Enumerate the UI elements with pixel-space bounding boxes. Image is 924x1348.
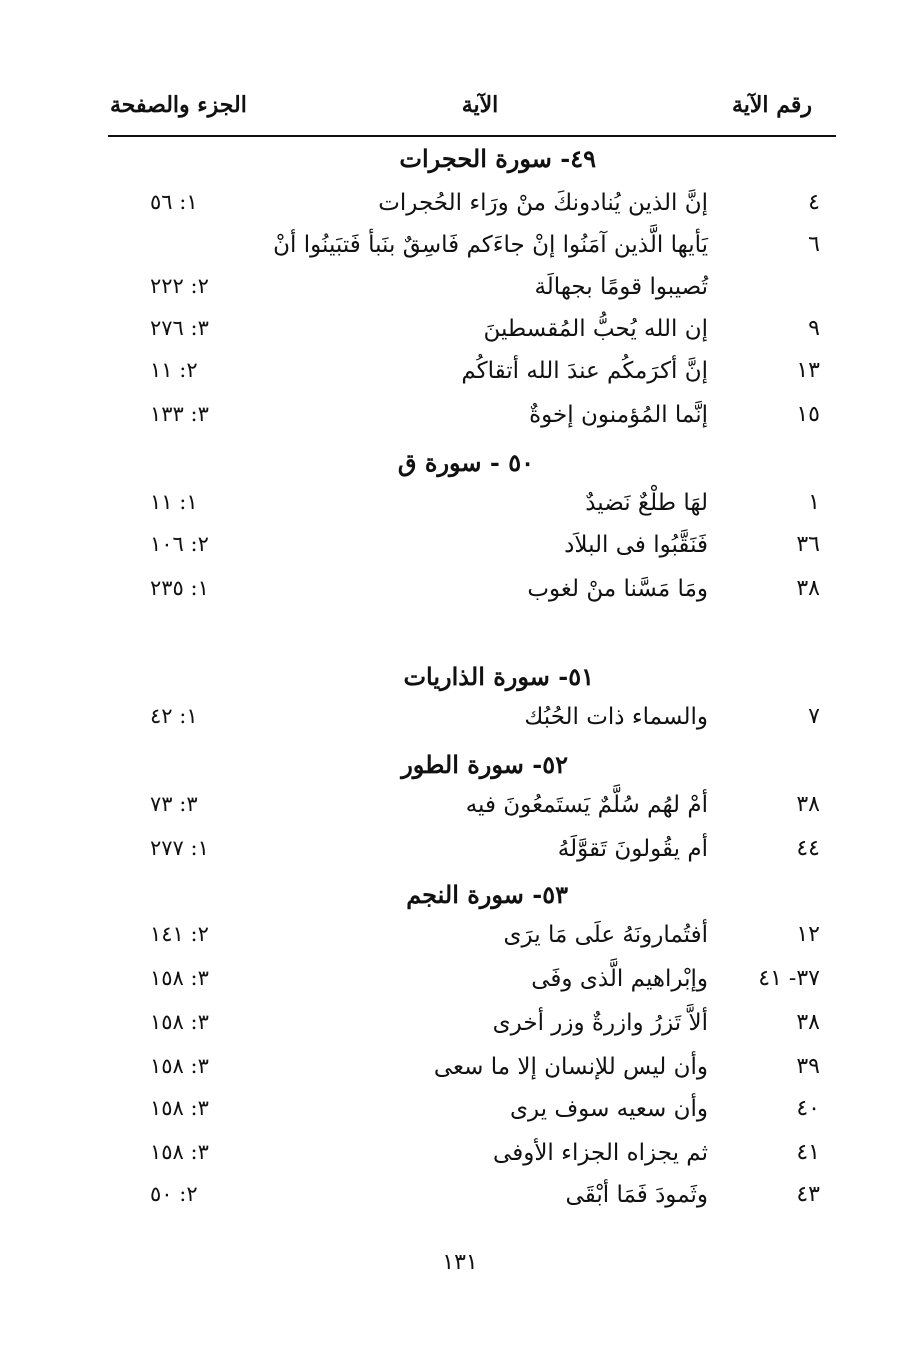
aya-text: وأن ليس للإنسان إلا ما سعى [433, 1054, 708, 1080]
aya-text: فَنَقَّبُوا فى البلاَد [564, 532, 708, 558]
aya-text: وأن سعيه سوف يرى [509, 1096, 708, 1122]
table-row [0, 1182, 924, 1222]
aya-text: إن الله يُحبُّ المُقسطينَ [483, 316, 708, 342]
aya-number: ٣٨ [796, 576, 820, 601]
table-row [0, 1010, 924, 1050]
aya-text: لهَا طلْعٌ نَضيدٌ [585, 490, 708, 516]
aya-text: ألاَّ تَزرُ وازرةٌ وزر أخرى [492, 1010, 708, 1036]
table-row [0, 490, 924, 530]
table-row [0, 358, 924, 398]
column-header-aya-number: رقم الآية [731, 92, 812, 118]
aya-text: إنَّ أكرَمكُم عندَ الله أتقاكُم [461, 358, 708, 384]
juz-page-ref: ٣: ١٥٨ [150, 1140, 209, 1164]
table-row [0, 922, 924, 962]
juz-page-ref: ٢: ١٤١ [150, 922, 209, 946]
aya-text: إنَّما المُؤمنون إخوةٌ [529, 402, 708, 428]
aya-number: ٤٠ [796, 1096, 820, 1121]
juz-page-ref: ٢: ١١ [150, 358, 198, 382]
table-row [0, 1054, 924, 1094]
table-row [0, 704, 924, 744]
aya-number: ٤٤ [796, 836, 820, 861]
table-row [0, 316, 924, 356]
juz-page-ref: ١: ٤٢ [150, 704, 198, 728]
aya-number: ٣٧- ٤١ [758, 966, 820, 991]
juz-page-ref: ٢: ٥٠ [150, 1182, 198, 1206]
aya-text: أفتُمارونَهُ علَى مَا يرَى [503, 922, 708, 948]
aya-number: ١ [808, 490, 820, 515]
aya-number: ٣٩ [796, 1054, 820, 1079]
aya-text: وإبْراهيم الَّذى وفَى [531, 966, 708, 992]
juz-page-ref: ٣: ١٥٨ [150, 1096, 209, 1120]
surah-title: ٥١- سورة الذاريات [403, 662, 594, 691]
aya-text: إنَّ الذين يُنادونكَ منْ ورَاء الحُجرات [378, 190, 708, 216]
aya-text: وثَمودَ فَمَا أبْقَى [565, 1182, 708, 1208]
surah-title: ٥٣- سورة النجم [406, 880, 568, 909]
aya-number: ١٥ [796, 402, 820, 427]
aya-number: ٤ [808, 190, 820, 215]
aya-number: ٣٨ [796, 1010, 820, 1035]
surah-title: ٥٠ - سورة ق [397, 448, 534, 477]
juz-page-ref: ٣: ١٥٨ [150, 1054, 209, 1078]
surah-title: ٥٢- سورة الطور [401, 750, 568, 779]
aya-number: ١٢ [796, 922, 820, 947]
aya-number: ٣٦ [796, 532, 820, 557]
juz-page-ref: ٢: ١٠٦ [150, 532, 209, 556]
table-row [0, 1140, 924, 1180]
table-row [0, 836, 924, 876]
juz-page-ref: ٣: ٢٧٦ [150, 316, 209, 340]
table-row [0, 190, 924, 230]
aya-text: والسماء ذات الحُبُك [524, 704, 708, 730]
aya-number: ٧ [808, 704, 820, 729]
aya-number: ٤١ [796, 1140, 820, 1165]
juz-page-ref: ٣: ٧٣ [150, 792, 198, 816]
juz-page-ref: ١: ٢٧٧ [150, 836, 209, 860]
aya-text: يَأيها الَّذين آمَنُوا إنْ جاءَكم فَاسِقٌ بنَبأ فَتبَينُوا أنْ [273, 232, 708, 258]
surah-title: ٤٩- سورة الحجرات [399, 144, 596, 173]
aya-number: ٦ [808, 232, 820, 257]
aya-number: ٩ [808, 316, 820, 341]
juz-page-ref: ١: ١١ [150, 490, 198, 514]
header-divider [108, 135, 836, 137]
juz-page-ref: ٣: ١٥٨ [150, 966, 209, 990]
table-row [0, 232, 924, 272]
table-row [0, 792, 924, 832]
page-number: ١٣١ [442, 1250, 478, 1275]
table-row [0, 1096, 924, 1136]
aya-text: ومَا مَسَّنا منْ لغوب [527, 576, 708, 602]
juz-page-ref: ٢: ٢٢٢ [150, 274, 209, 298]
juz-page-ref: ١: ٥٦ [150, 190, 198, 214]
table-row [0, 274, 924, 314]
table-row [0, 576, 924, 616]
aya-text: أم يقُولونَ تَقوَّلَهُ [557, 836, 708, 862]
aya-number: ٤٣ [796, 1182, 820, 1207]
juz-page-ref: ٣: ١٥٨ [150, 1010, 209, 1034]
aya-number: ١٣ [796, 358, 820, 383]
juz-page-ref: ١: ٢٣٥ [150, 576, 209, 600]
aya-text: أمْ لهُم سُلَّمٌ يَستَمعُونَ فيه [465, 792, 708, 818]
column-header-aya: الآية [461, 92, 499, 118]
aya-text: ثم يجزاه الجزاء الأوفى [493, 1140, 708, 1166]
table-row [0, 532, 924, 572]
aya-text: تُصيبوا قومًا بجهالَة [534, 274, 708, 300]
aya-number: ٣٨ [796, 792, 820, 817]
column-header-juz-page: الجزء والصفحة [110, 92, 247, 118]
table-row [0, 402, 924, 442]
table-row [0, 966, 924, 1006]
juz-page-ref: ٣: ١٣٣ [150, 402, 209, 426]
